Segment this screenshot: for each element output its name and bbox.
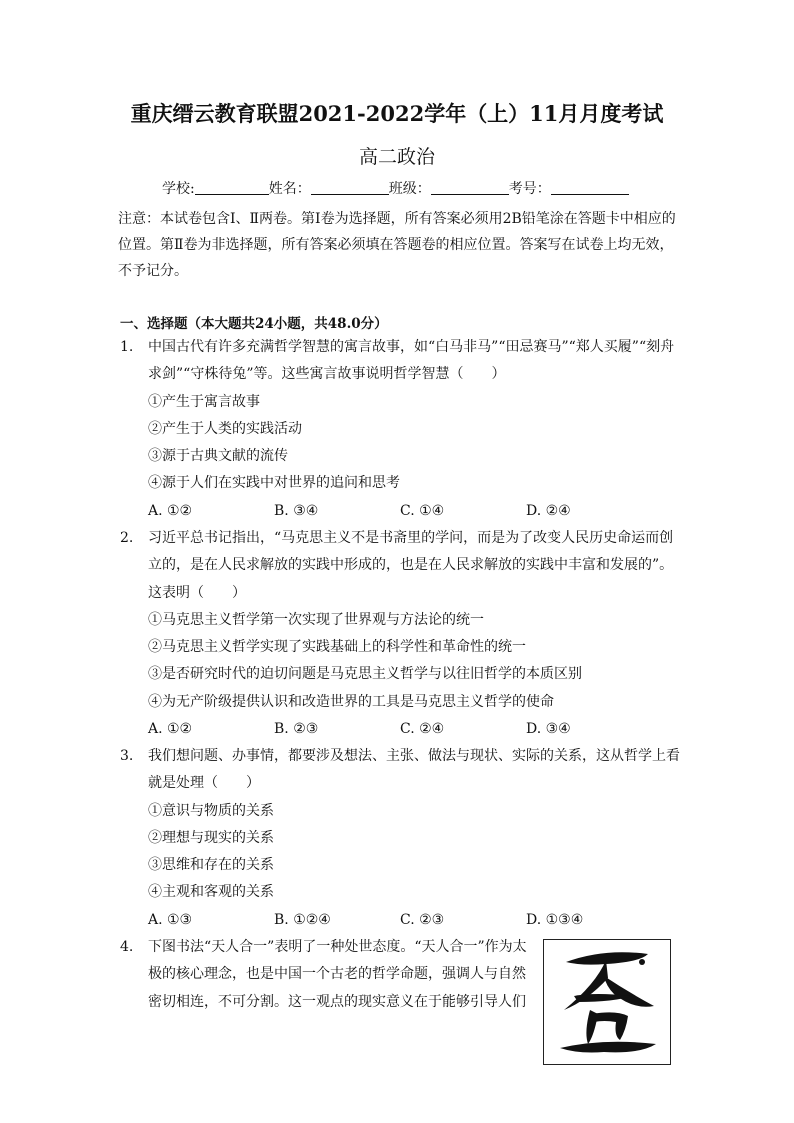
statement-item: ①马克思主义哲学第一次实现了世界观与方法论的统一 (148, 611, 484, 628)
statement-item: ③思维和存在的关系 (148, 857, 274, 874)
statement-item: ③源于古典文献的流传 (148, 448, 288, 465)
answer-options (148, 716, 684, 743)
exam-subtitle: 高二政治 (358, 146, 435, 168)
statement-item: ②产生于人类的实践活动 (148, 420, 302, 437)
option-b[interactable]: B. ①②④ (274, 911, 331, 928)
question-3 (120, 743, 684, 934)
question-number: 4. (120, 939, 134, 955)
option-b[interactable]: B. ③④ (274, 502, 319, 519)
school-blank[interactable] (195, 180, 269, 195)
question-1 (120, 334, 684, 525)
option-c[interactable]: C. ②④ (400, 721, 445, 738)
statement-item: ④源于人们在实践中对世界的追问和思考 (148, 475, 400, 492)
question-stem: 我们想问题、办事情，都要涉及想法、主张、做法与现状、实际的关系，这从哲学上看就是处理（ ） (148, 748, 680, 792)
option-a[interactable]: A. ①③ (148, 911, 193, 928)
statement-item: ②马克思主义哲学实现了实践基础上的科学性和革命性的统一 (148, 639, 526, 656)
exam-number-blank[interactable] (551, 180, 629, 195)
option-b[interactable]: B. ②③ (274, 721, 319, 738)
name-label: 姓名： (268, 181, 311, 197)
exam-title: 重庆缙云教育联盟2021-2022学年（上）11月月度考试 (130, 101, 664, 126)
statement-item: ④主观和客观的关系 (148, 884, 274, 901)
notice-paragraph: 注意：本试卷包含Ⅰ、Ⅱ两卷。第Ⅰ卷为选择题，所有答案必须用2B铅笔涂在答题卡中相应的位置。第Ⅱ卷为非选择题，所有答案必须填在答题卷的相应位置。答案写在试卷上均无效，不予记分。 (118, 211, 676, 279)
question-2 (120, 525, 684, 743)
school-label: 学校: (162, 181, 195, 197)
exam-number-label: 考号： (508, 181, 551, 197)
question-4 (120, 934, 536, 1016)
question-number: 1. (120, 339, 134, 355)
section-heading: 一、选择题（本大题共24小题，共48.0分） (120, 316, 388, 332)
question-stem: 下图书法“天人合一”表明了一种处世态度。“天人合一”作为太极的核心理念，也是中国一个古老的哲学命题，强调人与自然密切相连，不可分割。这一观点的现实意义在于能够引导人们 (148, 939, 527, 1010)
statement-item: ①产生于寓言故事 (148, 393, 260, 410)
option-a[interactable]: A. ①② (148, 721, 193, 738)
class-label: 班级： (388, 181, 431, 197)
option-a[interactable]: A. ①② (148, 502, 193, 519)
answer-options (148, 498, 684, 525)
answer-options (148, 907, 684, 934)
student-info-line (162, 178, 629, 198)
statement-item: ④为无产阶级提供认识和改造世界的工具是马克思主义哲学的使命 (148, 693, 554, 710)
class-blank[interactable] (431, 180, 509, 195)
statement-item: ③是否研究时代的迫切问题是马克思主义哲学与以往旧哲学的本质区别 (148, 666, 582, 683)
calligraphy-image (543, 939, 671, 1065)
question-number: 3. (120, 748, 134, 764)
option-c[interactable]: C. ②③ (400, 911, 445, 928)
question-stem: 习近平总书记指出，“马克思主义不是书斋里的学问，而是为了改变人民历史命运而创立的，是在人民求解放的实践中形成的，也是在人民求解放的实践中丰富和发展的”。这表明（ ） (148, 530, 674, 601)
name-blank[interactable] (311, 180, 389, 195)
question-stem: 中国古代有许多充满哲学智慧的寓言故事，如“白马非马”“田忌赛马”“郑人买履”“刻舟求剑”“守株待兔”等。这些寓言故事说明哲学智慧（ ） (148, 339, 675, 383)
question-number: 2. (120, 530, 134, 546)
statement-item: ①意识与物质的关系 (148, 802, 274, 819)
option-d[interactable]: D. ③④ (526, 721, 571, 738)
statement-item: ②理想与现实的关系 (148, 829, 274, 846)
option-d[interactable]: D. ②④ (526, 502, 571, 519)
calligraphy-glyph-icon (544, 940, 670, 1064)
option-d[interactable]: D. ①③④ (526, 911, 584, 928)
option-c[interactable]: C. ①④ (400, 502, 445, 519)
